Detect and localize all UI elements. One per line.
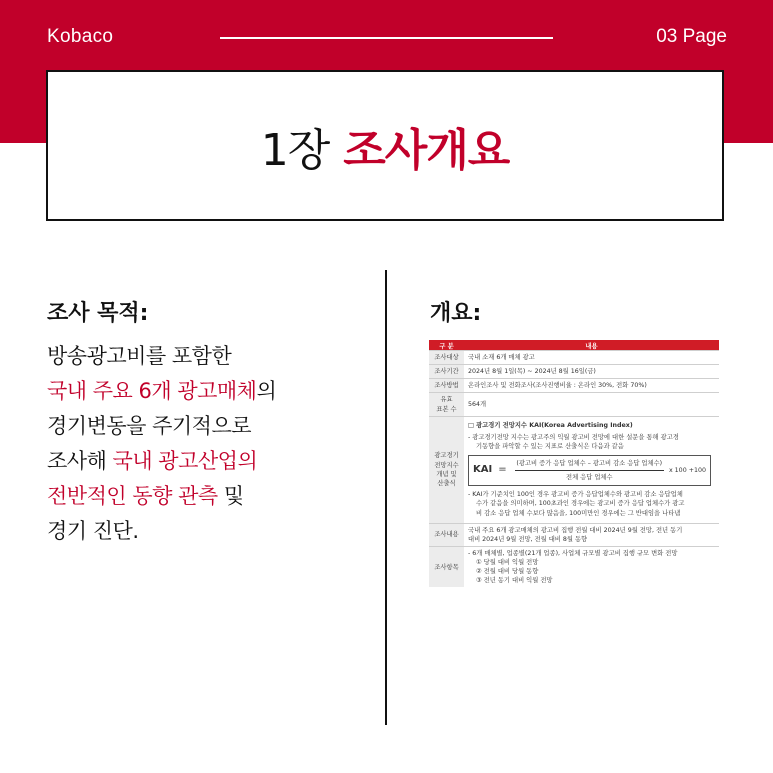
purpose-line: [47, 374, 377, 409]
label-line: 전망지수: [434, 461, 459, 469]
kai-note: [468, 490, 715, 517]
text-line: - 6개 매체별, 업종별(21개 업종), 사업체 규모별 광고비 집행 규모 변화 전망: [468, 549, 678, 557]
row-content: 온라인조사 및 전화조사(조사진행비율 : 온라인 30%, 전화 70%): [464, 379, 719, 393]
purpose-line: [47, 514, 377, 549]
label-line: 유효: [440, 396, 453, 404]
text-line: 비 감소 응답 업체 수보다 많음을, 100미만인 경우에는 그 반대임을 나타냄: [476, 509, 681, 517]
label-line: 개념 및: [436, 470, 457, 478]
text-span: 의: [256, 379, 277, 403]
table-row: [429, 379, 719, 393]
row-label: [429, 393, 464, 416]
brand-label: Kobaco: [47, 26, 114, 47]
row-label: 조사내용: [429, 523, 464, 546]
highlight-text: 전반적인 동향 관측: [47, 484, 218, 508]
label-line: 산출식: [437, 479, 456, 487]
table-row: [429, 546, 719, 587]
text-line: ② 전월 대비 당월 동향: [476, 568, 539, 576]
title-box: [46, 70, 724, 221]
table-header-row: [429, 340, 719, 351]
text-span: 경기변동을 주기적으로: [47, 414, 252, 438]
formula-lhs: KAI: [473, 464, 493, 476]
text-line: 대비 2024년 9월 전망, 전월 대비 8월 동향: [468, 535, 588, 543]
highlight-text: 국내 광고산업의: [112, 449, 258, 473]
formula-equals: =: [498, 464, 507, 476]
text-span: 경기 진단.: [47, 519, 139, 543]
text-line: ③ 전년 동기 대비 익월 전망: [476, 577, 553, 585]
header-rule: [220, 37, 553, 39]
chapter-title: 조사개요: [343, 124, 510, 176]
row-content: [464, 523, 719, 546]
row-label: [429, 416, 464, 523]
text-span: 조사해: [47, 449, 113, 473]
overview-table: [429, 340, 719, 587]
text-span: 및: [217, 484, 244, 508]
table-row: [429, 393, 719, 416]
overview-heading: 개요:: [430, 301, 482, 326]
row-content: [464, 546, 719, 587]
table-row: [429, 523, 719, 546]
formula-numerator: (광고비 증가 응답 업체수 – 광고비 감소 응답 업체수): [515, 459, 664, 471]
kai-formula: [468, 455, 711, 486]
text-line: - KAI가 기준치인 100인 경우 광고비 증가 응답업체수와 광고비 감소 응답업체: [468, 491, 683, 499]
purpose-heading: 조사 목적:: [47, 301, 149, 326]
table-row: [429, 365, 719, 379]
text-line: 기동향을 파악할 수 있는 지표로 산출식은 다음과 같음: [476, 442, 624, 450]
text-span: 방송광고비를 포함한: [47, 344, 232, 368]
chapter-label: 1장: [260, 124, 330, 176]
formula-fraction: [515, 459, 664, 482]
row-label: 조사항목: [429, 546, 464, 587]
page-number: 03 Page: [656, 26, 727, 47]
highlight-text: 국내 주요 6개 광고매체: [47, 379, 257, 403]
row-label: 조사대상: [429, 351, 464, 365]
row-content: 국내 소재 6개 매체 광고: [464, 351, 719, 365]
purpose-line: [47, 444, 377, 479]
col-label-header: 구 분: [429, 340, 464, 351]
row-label: 조사기간: [429, 365, 464, 379]
row-content: [464, 416, 719, 523]
formula-denominator: 전체 응답 업체수: [565, 474, 613, 482]
purpose-text: [47, 339, 377, 549]
formula-multiplier: x 100 +100: [668, 467, 706, 475]
label-line: 표본 수: [436, 405, 457, 413]
purpose-line: [47, 479, 377, 514]
row-label: 조사방법: [429, 379, 464, 393]
kai-description: [468, 433, 715, 451]
row-content: 564개: [464, 393, 719, 416]
text-line: ① 당월 대비 익월 전망: [476, 559, 539, 566]
text-line: 국내 주요 6개 광고매체의 광고비 집행 전월 대비 2024년 9월 전망, 전년 동기: [468, 526, 683, 534]
purpose-section: [47, 296, 377, 549]
label-line: 광고경기: [434, 452, 459, 460]
col-content-header: 내용: [464, 340, 719, 351]
table-row: [429, 416, 719, 523]
column-divider: [385, 270, 387, 725]
kai-title: □ 광고경기 전망지수 KAI(Korea Advertising Index): [468, 421, 633, 429]
text-line: - 광고경기전망 지수는 광고주의 익월 광고비 전망에 대한 설문을 통해 광고경: [468, 433, 679, 441]
table-row: [429, 351, 719, 365]
text-line: 수가 같음을 의미하며, 100초과인 경우에는 광고비 증가 응답 업체수가 광고: [476, 500, 685, 508]
purpose-line: [47, 339, 377, 374]
purpose-line: [47, 409, 377, 444]
row-content: 2024년 8월 1일(목) ~ 2024년 8월 16일(금): [464, 365, 719, 379]
page-title: [261, 114, 510, 178]
